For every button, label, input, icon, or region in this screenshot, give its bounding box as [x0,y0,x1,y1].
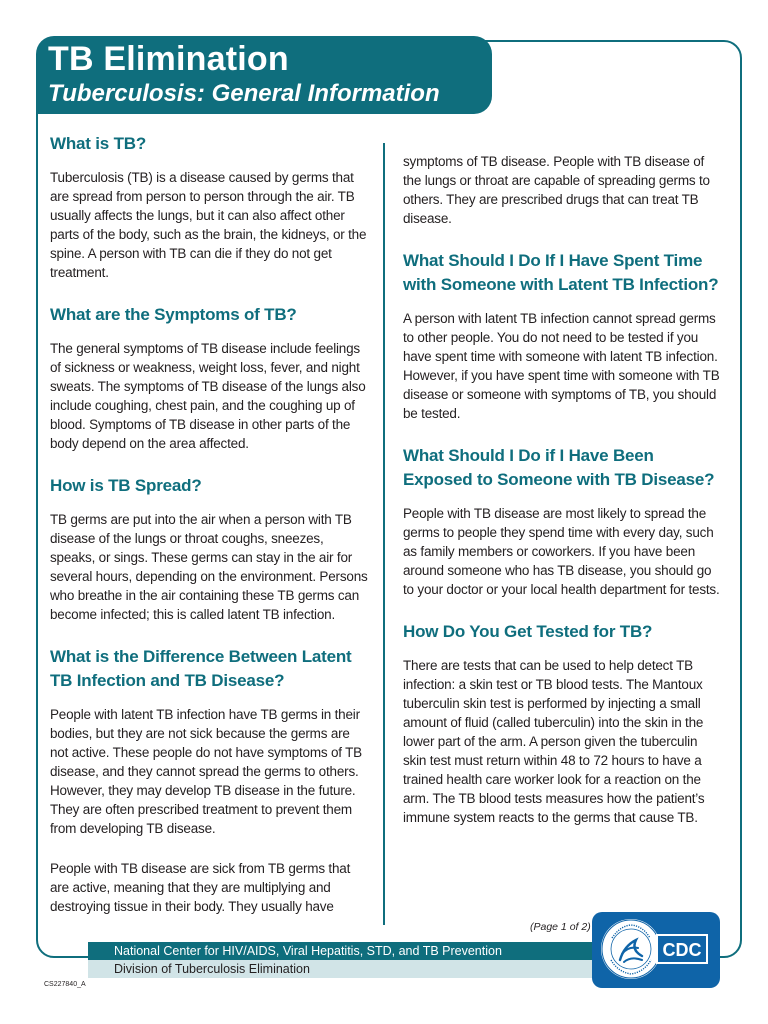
section-heading-exposed: What Should I Do if I Have Been Exposed to Someone with TB Disease? [403,446,715,489]
section-heading-spread: How is TB Spread? [50,476,202,495]
page-title: TB Elimination [48,40,289,78]
section-text-difference-1: People with latent TB infection have TB germs in their bodies, but they are not sick because the germs are not active. These people do not have symptoms of TB disease, and they cannot spread the germs to others. However, they may develop TB disease in the future. They are often prescribed treatment to prevent them from developing TB disease. [50,707,362,836]
document-code: CS227840_A [44,981,86,988]
left-column [50,132,370,937]
title-banner [36,36,492,114]
page-subtitle: Tuberculosis: General Information [48,80,440,107]
section-heading-symptoms: What are the Symptoms of TB? [50,305,297,324]
section-text-testing: There are tests that can be used to help detect TB infection: a skin test or TB blood tests. The Mantoux tuberculin skin test is performed by injecting a small amount of fluid (called tuberculin) into the skin in the lower part of the arm. A person given the tuberculin skin test must return within 48 to 72 hours to have a trained health care worker look for a reaction on the arm. The TB blood tests measures how the patient’s immune system reacts to the germs that cause TB. [403,658,705,825]
cdc-logo-text: CDC [662,940,702,960]
section-text-spread: TB germs are put into the air when a person with TB disease of the lungs or throat coughs, sneezes, speaks, or sings. These germs can stay in the air for several hours, depending on the environment. Persons who breathe in the air containing these TB germs can become infected; this is called latent TB infection. [50,512,368,622]
column-divider [383,143,385,925]
section-heading-difference: What is the Difference Between Latent TB Infection and TB Disease? [50,647,352,690]
cdc-logo-icon [656,934,708,964]
right-column [403,152,721,848]
footer-center-name: National Center for HIV/AIDS, Viral Hepatitis, STD, and TB Prevention [88,942,608,960]
section-text-what-is-tb: Tuberculosis (TB) is a disease caused by germs that are spread from person to person through the air. TB usually affects the lungs, but it can also affect other parts of the body, such as the brain, the kidneys, or the spine. A person with TB can die if they do not get treatment. [50,170,367,280]
section-text-latent-contact: A person with latent TB infection cannot spread germs to other people. You do not need to be tested if you have spent time with someone with latent TB infection. However, if you have spent time with someone with TB disease or someone with symptoms of TB, you should be tested. [403,311,720,421]
section-text-exposed: People with TB disease are most likely to spread the germs to people they spend time with every day, such as family members or coworkers. If you have been around someone who has TB disease, you should go to your doctor or your local health department for tests. [403,506,720,597]
footer-division-name: Division of Tuberculosis Elimination [88,960,608,978]
section-heading-latent-contact: What Should I Do If I Have Spent Time with Someone with Latent TB Infection? [403,251,719,294]
section-text-difference-2: People with TB disease are sick from TB germs that are active, meaning that they are multiplying and destroying tissue in their body. They usually have [50,861,351,914]
section-text-symptoms: The general symptoms of TB disease include feelings of sickness or weakness, weight loss, fever, and night sweats. The symptoms of TB disease of the lungs also include coughing, chest pain, and the coughing up of blood. Symptoms of TB disease in other parts of the body depend on the area affected. [50,341,366,451]
hhs-seal-icon [598,916,664,982]
section-heading-what-is-tb: What is TB? [50,134,147,153]
section-heading-testing: How Do You Get Tested for TB? [403,622,653,641]
page-indicator: (Page 1 of 2) [530,921,591,933]
continued-text: symptoms of TB disease. People with TB disease of the lungs or throat are capable of spreading germs to others. They are prescribed drugs that can treat TB disease. [403,154,710,226]
